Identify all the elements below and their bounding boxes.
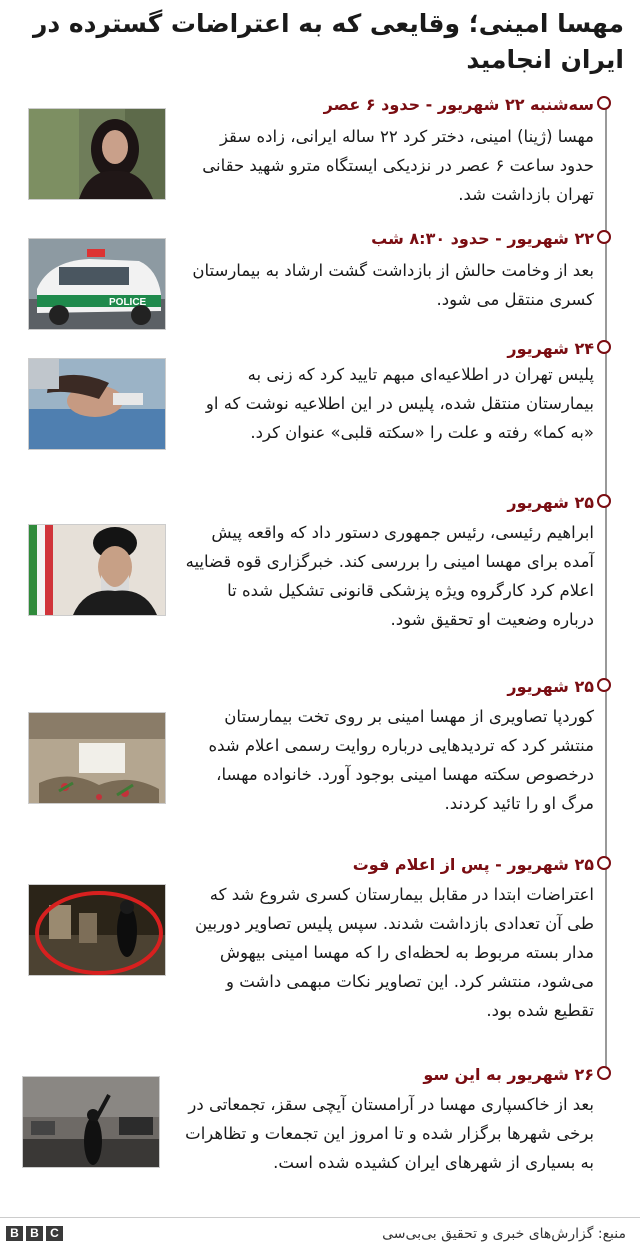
- president-photo: [28, 524, 166, 616]
- event-description: مهسا (ژینا) امینی، دختر کرد ۲۲ ساله ایرانی، زاده سقز حدود ساعت ۶ عصر در نزدیکی ایستگاه مترو شهید حقانی تهران بازداشت شد.: [202, 127, 594, 204]
- bbc-logo-block: B: [26, 1226, 43, 1241]
- cctv-photo: [28, 884, 166, 976]
- bbc-logo: [6, 1226, 63, 1241]
- event-date: ۲۵ شهریور: [507, 677, 594, 696]
- timeline-dot: [597, 856, 611, 870]
- page-title: مهسا امینی؛ وقایعی که به اعتراضات گسترده در ایران انجامید: [32, 9, 624, 74]
- timeline-dot: [597, 1066, 611, 1080]
- source-credit: منبع: گزارش‌های خبری و تحقیق بی‌بی‌سی: [382, 1226, 626, 1242]
- event-date: ۲۴ شهریور: [507, 339, 594, 358]
- timeline-line: [605, 104, 607, 1076]
- timeline-dot: [597, 340, 611, 354]
- portrait-photo: [28, 108, 166, 200]
- protest-photo: [22, 1076, 160, 1168]
- event-description: پلیس تهران در اطلاعیه‌ای مبهم تایید کرد که زنی به بیمارستان منتقل شده، پلیس در این اطلاعیه نوشت که او «به کما» رفته و علت را «سکته قلبی» عنوان کرد.: [205, 365, 594, 442]
- event-date: ۲۵ شهریور: [507, 493, 594, 512]
- event-date: ۲۵ شهریور - پس از اعلام فوت: [352, 855, 594, 874]
- timeline-dot: [597, 678, 611, 692]
- event-description: بعد از خاکسپاری مهسا در آرامستان آیچی سقز، تجمعاتی در برخی شهرها برگزار شده و تا امروز این تجمعات و تظاهرات به بسیاری از شهرهای ایران کشیده شده است.: [185, 1095, 594, 1172]
- svg-text:POLICE: POLICE: [109, 297, 147, 308]
- event-description: ابراهیم رئیسی، رئیس جمهوری دستور داد که واقعه پیش آمده برای مهسا امینی را بررسی کند. خبرگزاری قوه قضاییه اعلام کرد کارگروه ویژه پزشکی قانونی تشکیل شده تا درباره وضعیت او تحقیق شود.: [185, 523, 594, 629]
- timeline-dot: [597, 96, 611, 110]
- event-description: بعد از وخامت حالش از بازداشت گشت ارشاد به بیمارستان کسری منتقل می شود.: [192, 261, 594, 309]
- event-date: ۲۲ شهریور - حدود ۸:۳۰ شب: [371, 229, 594, 248]
- footer-divider: [0, 1217, 640, 1218]
- event-description: کوردپا تصاویری از مهسا امینی بر روی تخت بیمارستان منتشر کرد که تردیدهایی درباره روایت رسمی اعلام شده درخصوص سکته مهسا امینی بوجود آورد. خانواده مهسا، مرگ او را تائید کردند.: [208, 707, 594, 813]
- bbc-logo-block: B: [6, 1226, 23, 1241]
- bbc-logo-block: C: [46, 1226, 63, 1241]
- timeline-dot: [597, 230, 611, 244]
- event-date: سه‌شنبه ۲۲ شهریور - حدود ۶ عصر: [323, 95, 594, 114]
- timeline-dot: [597, 494, 611, 508]
- event-description: اعتراضات ابتدا در مقابل بیمارستان کسری شروع شد که طی آن تعدادی بازداشت شدند. سپس پلیس تصاویر دوربین مدار بسته مربوط به لحظه‌ای را که مهسا امینی بیهوش می‌شود، منتشر کرد. این تصاویر نکات مبهمی داشت و تقطیع شده بود.: [194, 885, 594, 1020]
- police-car-photo: [28, 238, 166, 330]
- grave-photo: [28, 712, 166, 804]
- hospital-bed-photo: [28, 358, 166, 450]
- event-date: ۲۶ شهریور به این سو: [423, 1065, 594, 1084]
